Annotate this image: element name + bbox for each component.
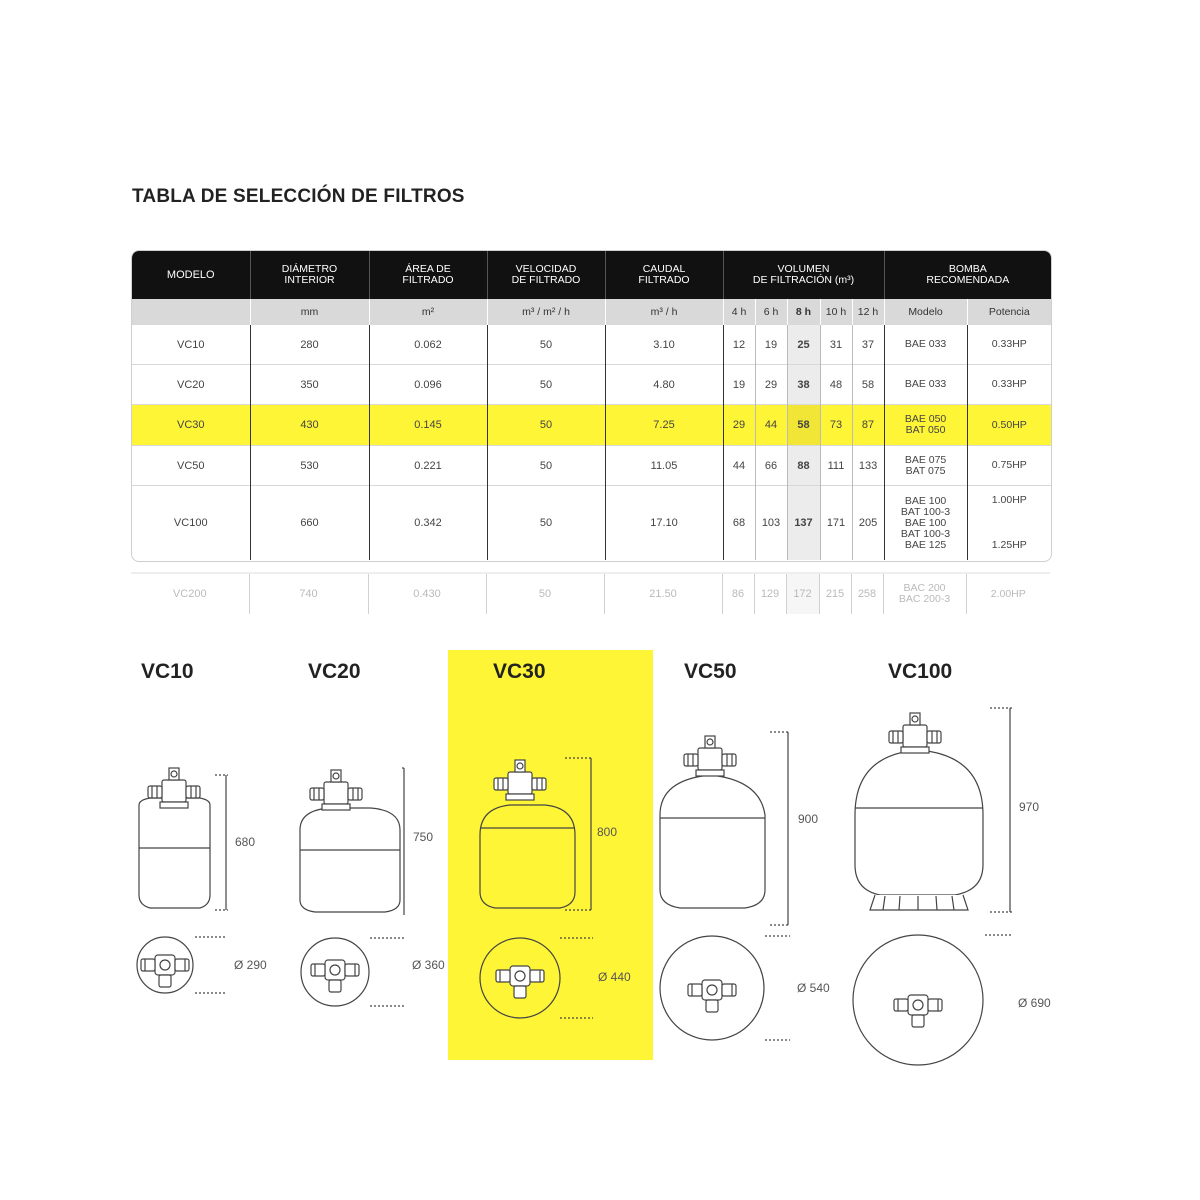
header-volumen: VOLUMEN DE FILTRACIÓN (m³) [723,251,884,299]
cell-diametro: 740 [249,574,368,615]
unit-6h: 6 h [755,299,787,325]
height-label-vc100: 970 [1019,800,1040,814]
cell-4h: 12 [723,325,755,365]
cell-modelo: VC10 [132,325,250,365]
vc30-top-drawing [480,938,593,1018]
header-bomba: BOMBA RECOMENDADA [884,251,1051,299]
model-label-vc100: VC100 [888,660,953,683]
cell-6h: 19 [755,325,787,365]
cell-10h: 111 [820,446,852,486]
cell-8h: 137 [787,486,820,561]
cell-12h: 258 [851,574,883,615]
model-label-vc20: VC20 [308,660,361,683]
diameter-label-vc20: Ø 360 [412,958,445,972]
model-label-vc50: VC50 [684,660,737,683]
cell-velocidad: 50 [486,574,604,615]
cell-12h: 58 [852,365,884,405]
cell-area: 0.062 [369,325,487,365]
cell-potencia: 0.33HP [967,325,1051,365]
cell-4h: 19 [723,365,755,405]
unit-caudal: m³ / h [605,299,723,325]
cell-velocidad: 50 [487,486,605,561]
unit-8h: 8 h [787,299,820,325]
cell-10h: 215 [819,574,851,615]
diameter-label-vc10: Ø 290 [234,958,267,972]
cell-diametro: 280 [250,325,369,365]
cell-velocidad: 50 [487,405,605,446]
vc30-side-drawing [480,758,593,910]
cell-caudal: 11.05 [605,446,723,486]
cell-6h: 44 [755,405,787,446]
height-label-vc10: 680 [235,835,256,849]
cell-10h: 171 [820,486,852,561]
unit-velocidad: m³ / m² / h [487,299,605,325]
page-title: TABLA DE SELECCIÓN DE FILTROS [132,186,465,207]
cell-4h: 86 [722,574,754,615]
height-label-vc20: 750 [413,830,434,844]
model-label-vc10: VC10 [141,660,194,683]
cell-12h: 133 [852,446,884,486]
unit-bomba-modelo: Modelo [884,299,967,325]
cell-caudal: 21.50 [604,574,722,615]
cell-caudal: 4.80 [605,365,723,405]
cell-4h: 68 [723,486,755,561]
cell-area: 0.221 [369,446,487,486]
cell-diametro: 350 [250,365,369,405]
vc10-side-drawing [139,768,228,910]
cell-caudal: 3.10 [605,325,723,365]
cell-area: 0.430 [368,574,486,615]
header-area: ÁREA DE FILTRADO [369,251,487,299]
cell-4h: 44 [723,446,755,486]
model-label-vc30: VC30 [493,660,546,683]
cell-caudal: 17.10 [605,486,723,561]
cell-bomba: BAE 033 [884,365,967,405]
cell-12h: 205 [852,486,884,561]
cell-10h: 48 [820,365,852,405]
unit-4h: 4 h [723,299,755,325]
cell-potencia: 0.33HP [967,365,1051,405]
header-diametro: DIÁMETRO INTERIOR [250,251,369,299]
vc20-side-drawing [300,768,406,915]
vc100-side-drawing [855,708,1012,912]
vc50-side-drawing [660,732,790,925]
cell-potencia: 2.00HP [966,574,1050,615]
unit-10h: 10 h [820,299,852,325]
cell-12h: 37 [852,325,884,365]
header-modelo: MODELO [132,251,250,299]
cell-8h: 172 [786,574,819,615]
diameter-label-vc30: Ø 440 [598,970,631,984]
cell-potencia: 0.75HP [967,446,1051,486]
vc10-top-drawing [137,937,225,993]
cell-8h: 38 [787,365,820,405]
cell-8h: 25 [787,325,820,365]
cell-area: 0.145 [369,405,487,446]
cell-modelo: VC20 [132,365,250,405]
unit-potencia: Potencia [967,299,1051,325]
cell-12h: 87 [852,405,884,446]
cell-area: 0.342 [369,486,487,561]
cell-6h: 103 [755,486,787,561]
cell-10h: 31 [820,325,852,365]
diameter-label-vc100: Ø 690 [1018,996,1051,1010]
cell-caudal: 7.25 [605,405,723,446]
vc100-top-drawing [853,935,1012,1065]
cell-8h: 88 [787,446,820,486]
cell-6h: 129 [754,574,786,615]
cell-potencia: 0.50HP [967,405,1051,446]
cell-velocidad: 50 [487,446,605,486]
cell-diametro: 430 [250,405,369,446]
cell-4h: 29 [723,405,755,446]
cell-bomba: BAE 050 BAT 050 [884,405,967,446]
header-velocidad: VELOCIDAD DE FILTRADO [487,251,605,299]
cell-bomba: BAE 075 BAT 075 [884,446,967,486]
cell-bomba: BAC 200 BAC 200-3 [883,574,966,615]
diameter-label-vc50: Ø 540 [797,981,830,995]
height-label-vc50: 900 [798,812,819,826]
vc50-top-drawing [660,936,790,1040]
cell-diametro: 530 [250,446,369,486]
cell-modelo: VC30 [132,405,250,446]
cell-diametro: 660 [250,486,369,561]
cell-area: 0.096 [369,365,487,405]
unit-12h: 12 h [852,299,884,325]
cell-6h: 29 [755,365,787,405]
cell-6h: 66 [755,446,787,486]
cell-10h: 73 [820,405,852,446]
cell-modelo: VC50 [132,446,250,486]
cell-modelo: VC200 [131,574,249,615]
cell-bomba: BAE 100 BAT 100-3 BAE 100 BAT 100-3 BAE 125 [884,486,967,561]
cell-8h: 58 [787,405,820,446]
cell-velocidad: 50 [487,365,605,405]
unit-diametro: mm [250,299,369,325]
cell-modelo: VC100 [132,486,250,561]
cell-velocidad: 50 [487,325,605,365]
vc20-top-drawing [301,938,405,1006]
cell-bomba: BAE 033 [884,325,967,365]
unit-area: m² [369,299,487,325]
height-label-vc30: 800 [597,825,618,839]
header-caudal: CAUDAL FILTRADO [605,251,723,299]
cell-potencia: 1.00HP 1.25HP [967,486,1051,561]
